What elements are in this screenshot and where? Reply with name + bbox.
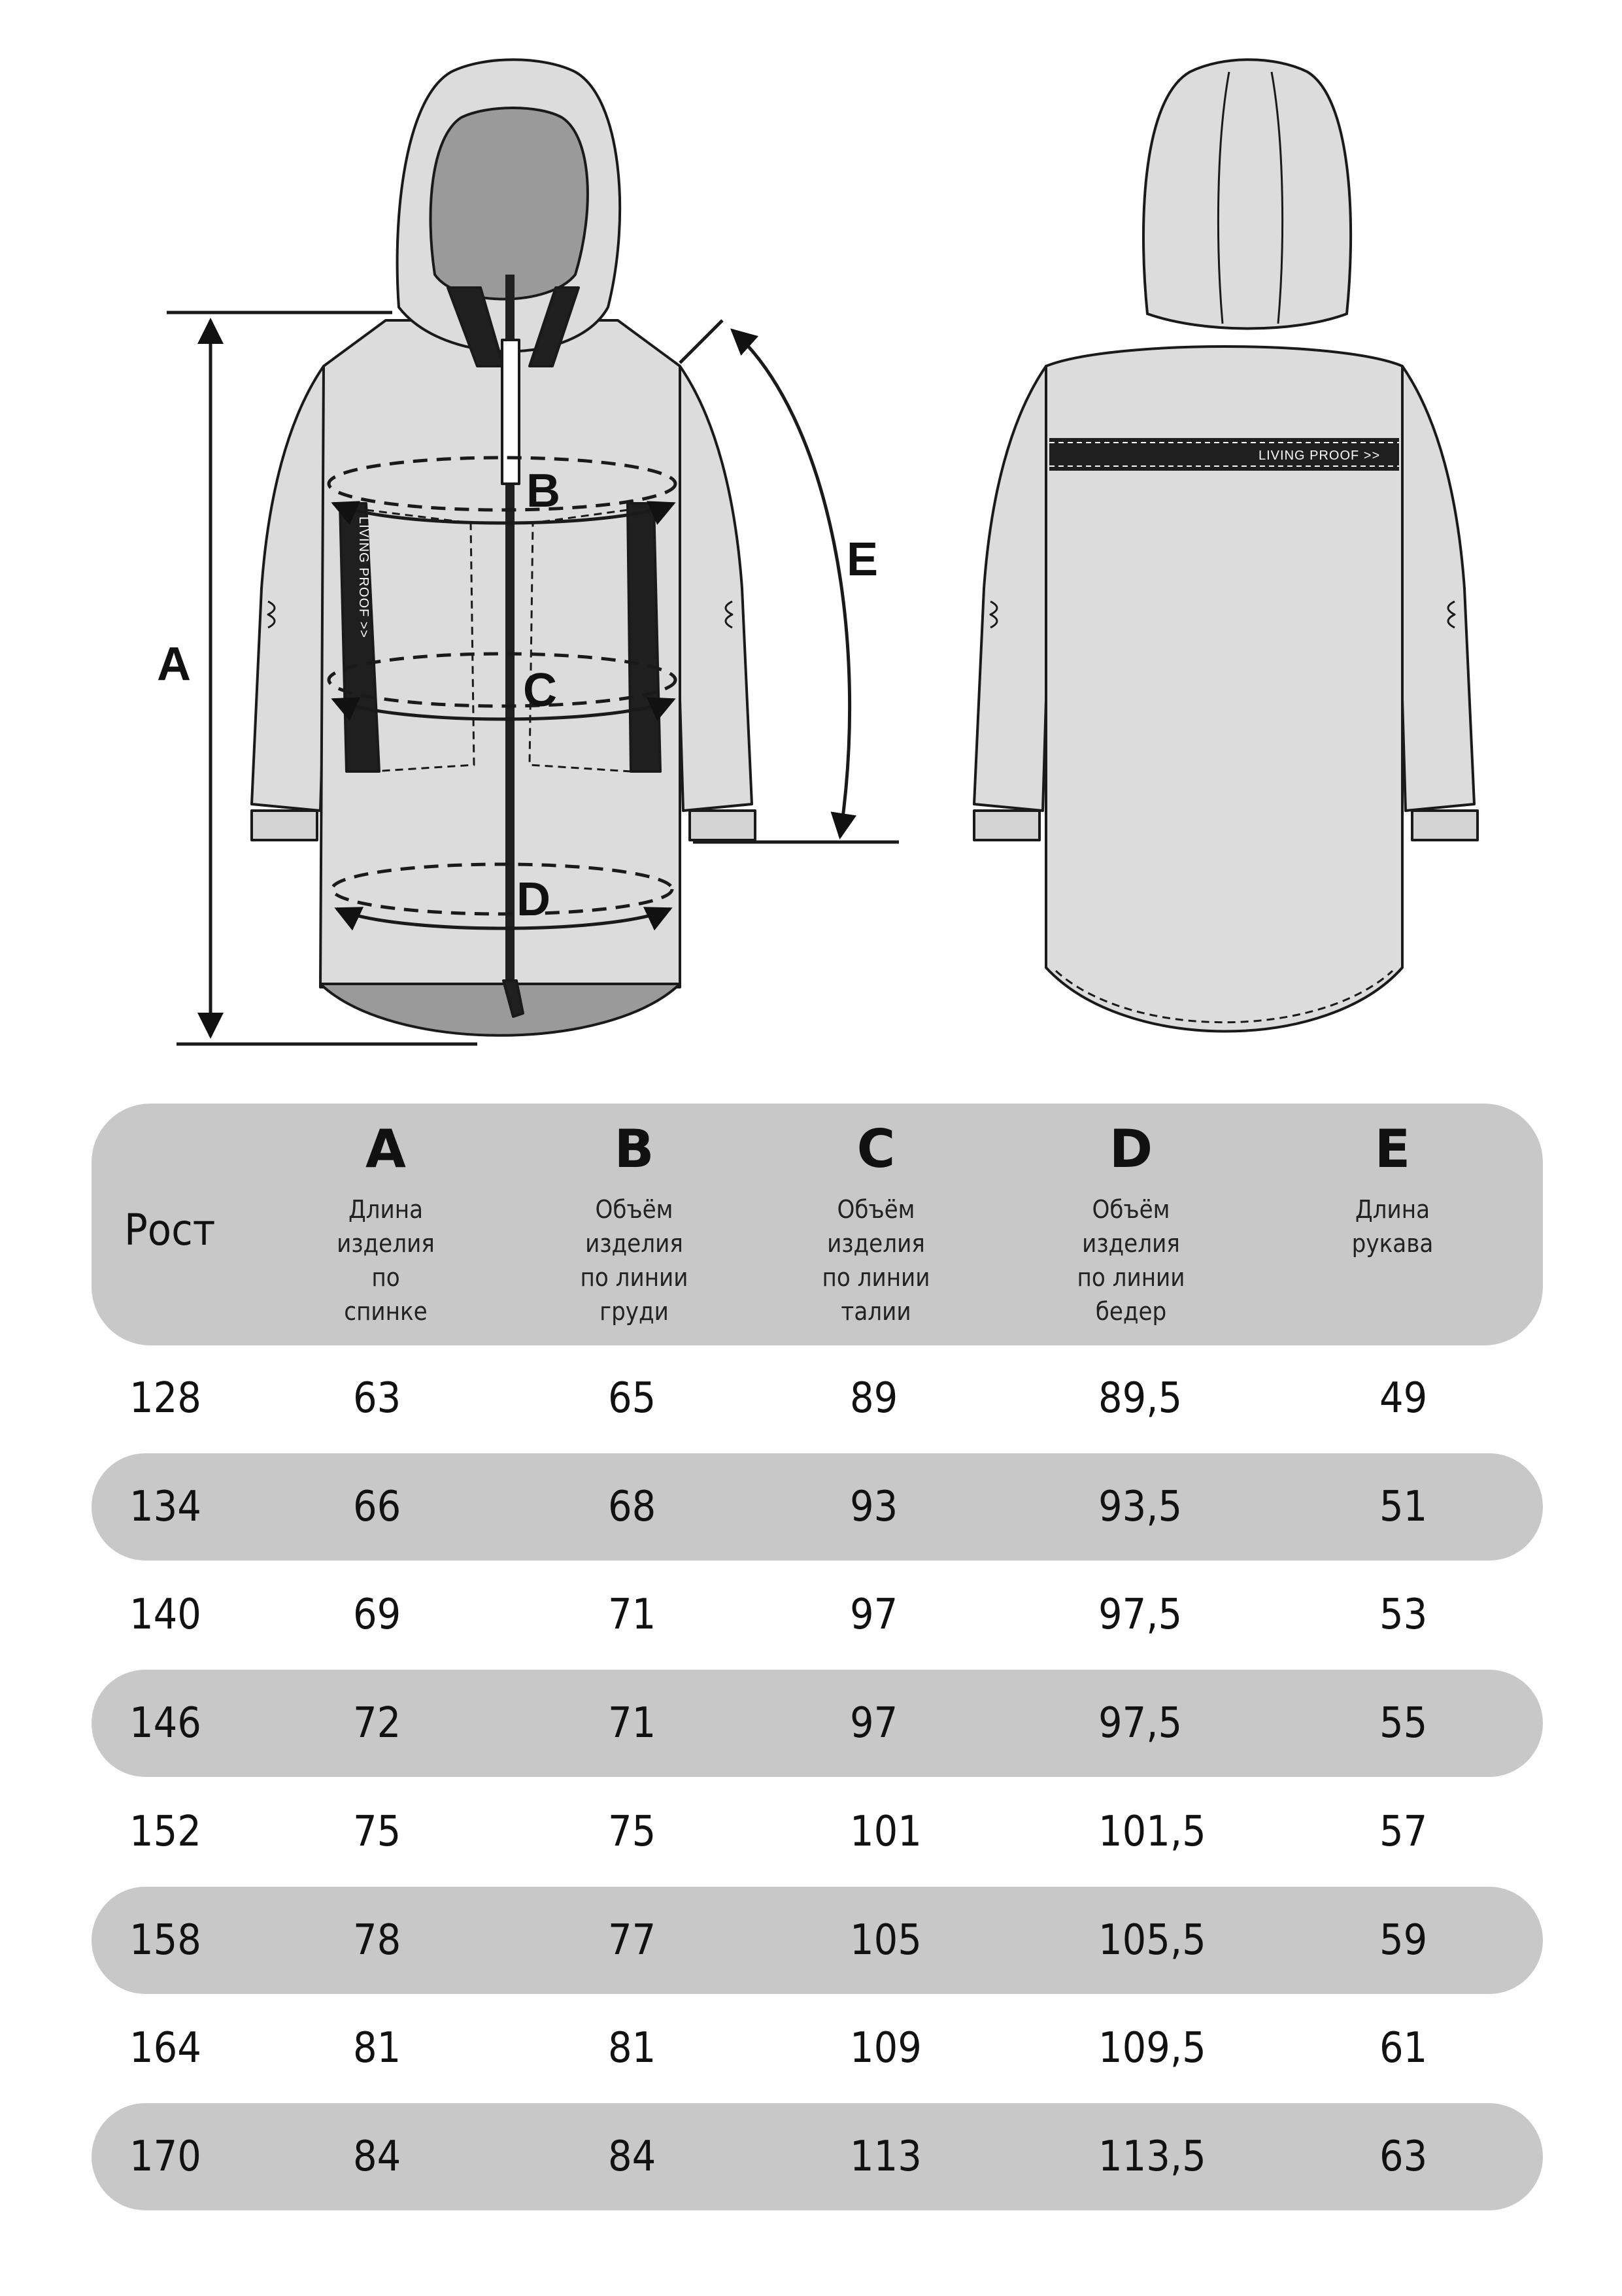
- cell-d: 97,5: [1098, 1699, 1183, 1748]
- cell-d: 105,5: [1098, 1916, 1206, 1965]
- column-description: Объём изделия по линии талии: [822, 1195, 930, 1326]
- front-hood-lining: [430, 108, 587, 299]
- cell-a: 66: [353, 1482, 401, 1531]
- cell-b: 84: [608, 2132, 656, 2181]
- cell-rost: 134: [129, 1482, 201, 1531]
- cell-c: 105: [850, 1916, 922, 1965]
- back-hood: [1143, 59, 1351, 328]
- cell-rost: 152: [129, 1807, 201, 1856]
- cell-d: 89,5: [1098, 1374, 1183, 1423]
- cell-b: 81: [608, 2024, 656, 2073]
- cell-a: 72: [353, 1699, 401, 1748]
- cell-e: 49: [1379, 1374, 1428, 1423]
- cell-e: 63: [1379, 2132, 1428, 2181]
- cell-b: 75: [608, 1807, 656, 1856]
- front-left-sleeve: [252, 366, 327, 811]
- front-hem-lining: [320, 984, 680, 1036]
- cell-c: 93: [850, 1482, 898, 1531]
- cell-d: 109,5: [1098, 2024, 1206, 2073]
- table-row: [92, 2103, 1543, 2210]
- cell-d: 93,5: [1098, 1482, 1183, 1531]
- cell-c: 97: [850, 1591, 898, 1640]
- cell-b: 71: [608, 1699, 656, 1748]
- cell-rost: 164: [129, 2024, 201, 2073]
- table-row: [92, 1561, 1543, 1668]
- table-row: [92, 1453, 1543, 1561]
- cell-rost: 140: [129, 1591, 201, 1640]
- label-B: B: [526, 465, 560, 517]
- cell-b: 65: [608, 1374, 656, 1423]
- cell-c: 113: [850, 2132, 922, 2181]
- cell-a: 69: [353, 1591, 401, 1640]
- cell-b: 77: [608, 1916, 656, 1965]
- cell-a: 84: [353, 2132, 401, 2181]
- front-right-sleeve: [677, 366, 752, 811]
- label-E: E: [847, 533, 879, 586]
- column-header-a: [314, 1119, 458, 1328]
- front-view: [252, 59, 755, 1036]
- column-letter: C: [856, 1119, 896, 1179]
- back-left-sleeve: [974, 366, 1049, 811]
- column-letter: D: [1109, 1119, 1153, 1179]
- cell-c: 97: [850, 1699, 898, 1748]
- column-description: Объём изделия по линии груди: [580, 1195, 688, 1326]
- table-row: [92, 1670, 1543, 1777]
- cell-c: 101: [850, 1807, 922, 1856]
- column-header-b: [556, 1119, 713, 1328]
- label-A: A: [157, 638, 191, 690]
- cell-a: 63: [353, 1374, 401, 1423]
- column-description: Длина рукава: [1351, 1195, 1434, 1258]
- cell-rost: 158: [129, 1916, 201, 1965]
- cell-rost: 170: [129, 2132, 201, 2181]
- table-row: [92, 1887, 1543, 1994]
- label-C: C: [523, 664, 557, 717]
- cell-rost: 128: [129, 1374, 201, 1423]
- cell-c: 89: [850, 1374, 898, 1423]
- cell-e: 57: [1379, 1807, 1428, 1856]
- table-row: [92, 1345, 1543, 1452]
- cell-c: 109: [850, 2024, 922, 2073]
- cell-e: 55: [1379, 1699, 1428, 1748]
- table-row: [92, 1778, 1543, 1885]
- cell-a: 75: [353, 1807, 401, 1856]
- garment-diagram: [0, 0, 1622, 1079]
- front-tape-text: LIVING PROOF >>: [356, 516, 371, 639]
- cell-b: 68: [608, 1482, 656, 1531]
- column-letter: B: [614, 1119, 654, 1179]
- column-letter: A: [365, 1119, 406, 1179]
- column-description: Объём изделия по линии бедер: [1077, 1195, 1185, 1326]
- cell-b: 71: [608, 1591, 656, 1640]
- cell-a: 81: [353, 2024, 401, 2073]
- back-right-sleeve: [1399, 366, 1474, 811]
- back-tape-text: LIVING PROOF >>: [1259, 448, 1381, 463]
- label-D: D: [516, 873, 550, 926]
- cell-e: 53: [1379, 1591, 1428, 1640]
- cell-a: 78: [353, 1916, 401, 1965]
- cell-rost: 146: [129, 1699, 201, 1748]
- cell-d: 101,5: [1098, 1807, 1206, 1856]
- cell-e: 51: [1379, 1482, 1428, 1531]
- column-letter: E: [1374, 1119, 1411, 1179]
- column-header-c: [798, 1119, 955, 1328]
- cell-d: 97,5: [1098, 1591, 1183, 1640]
- column-header-d: [1053, 1119, 1209, 1328]
- column-header-rost: Рост: [124, 1205, 216, 1255]
- cell-e: 61: [1379, 2024, 1428, 2073]
- column-header-e: [1327, 1119, 1458, 1260]
- table-row: [92, 1995, 1543, 2102]
- back-view: [974, 59, 1478, 1031]
- cell-e: 59: [1379, 1916, 1428, 1965]
- cell-d: 113,5: [1098, 2132, 1206, 2181]
- column-description: Длина изделия по спинке: [337, 1195, 435, 1326]
